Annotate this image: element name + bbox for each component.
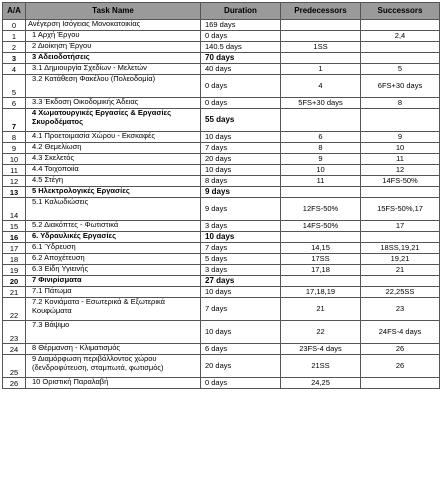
task-predecessors: 5FS+30 days bbox=[281, 98, 361, 109]
task-schedule-table bbox=[2, 2, 440, 389]
task-predecessors: 1SS bbox=[281, 42, 361, 53]
task-id: 14 bbox=[3, 198, 26, 221]
task-predecessors: 8 bbox=[281, 143, 361, 154]
task-name: 4.2 Θεμελίωση bbox=[26, 143, 201, 154]
task-id: 19 bbox=[3, 265, 26, 276]
table-body bbox=[3, 20, 440, 389]
task-predecessors: 1 bbox=[281, 64, 361, 75]
task-successors bbox=[361, 53, 440, 64]
table-row bbox=[3, 254, 440, 265]
task-name: 7.1 Πάτωμα bbox=[26, 287, 201, 298]
task-successors: 24FS-4 days bbox=[361, 321, 440, 344]
table-row bbox=[3, 64, 440, 75]
task-successors bbox=[361, 42, 440, 53]
task-successors bbox=[361, 20, 440, 31]
task-successors: 22,25SS bbox=[361, 287, 440, 298]
task-name: 4.3 Σκελετός bbox=[26, 154, 201, 165]
task-duration: 0 days bbox=[201, 75, 281, 98]
task-id: 2 bbox=[3, 42, 26, 53]
task-duration: 7 days bbox=[201, 243, 281, 254]
task-predecessors: 17,18,19 bbox=[281, 287, 361, 298]
task-predecessors: 21 bbox=[281, 298, 361, 321]
task-predecessors: 4 bbox=[281, 75, 361, 98]
task-name: 5.2 Διακόπτες - Φωτιστικά bbox=[26, 221, 201, 232]
task-successors: 23 bbox=[361, 298, 440, 321]
task-successors: 9 bbox=[361, 132, 440, 143]
table-row bbox=[3, 20, 440, 31]
table-row bbox=[3, 98, 440, 109]
task-successors bbox=[361, 232, 440, 243]
task-duration: 10 days bbox=[201, 321, 281, 344]
task-duration: 8 days bbox=[201, 176, 281, 187]
task-id: 16 bbox=[3, 232, 26, 243]
task-duration: 20 days bbox=[201, 154, 281, 165]
table-row bbox=[3, 109, 440, 132]
table-row bbox=[3, 287, 440, 298]
table-row bbox=[3, 344, 440, 355]
schedule-table-container bbox=[2, 2, 440, 389]
task-name: 4.4 Τοιχοποιία bbox=[26, 165, 201, 176]
task-name: 8 Θέρμανση - Κλιματισμός bbox=[26, 344, 201, 355]
task-id: 22 bbox=[3, 298, 26, 321]
table-row bbox=[3, 298, 440, 321]
task-successors bbox=[361, 378, 440, 389]
task-name: 5 Ηλεκτρολογικές Εργασίες bbox=[26, 187, 201, 198]
table-row bbox=[3, 42, 440, 53]
task-id: 1 bbox=[3, 31, 26, 42]
task-id: 24 bbox=[3, 344, 26, 355]
task-successors: 2,4 bbox=[361, 31, 440, 42]
table-row bbox=[3, 378, 440, 389]
task-successors: 12 bbox=[361, 165, 440, 176]
task-successors: 11 bbox=[361, 154, 440, 165]
table-row bbox=[3, 232, 440, 243]
table-row bbox=[3, 187, 440, 198]
task-name: 4.5 Στέγη bbox=[26, 176, 201, 187]
header-task-name: Task Name bbox=[26, 3, 201, 20]
task-id: 12 bbox=[3, 176, 26, 187]
task-duration: 55 days bbox=[201, 109, 281, 132]
task-id: 6 bbox=[3, 98, 26, 109]
task-duration: 3 days bbox=[201, 265, 281, 276]
table-row bbox=[3, 265, 440, 276]
header-row bbox=[3, 3, 440, 20]
task-id: 20 bbox=[3, 276, 26, 287]
task-name: 6.3 Είδη Υγιεινής bbox=[26, 265, 201, 276]
task-duration: 10 days bbox=[201, 132, 281, 143]
task-predecessors: 24,25 bbox=[281, 378, 361, 389]
task-successors: 17 bbox=[361, 221, 440, 232]
table-row bbox=[3, 132, 440, 143]
task-duration: 6 days bbox=[201, 344, 281, 355]
task-duration: 20 days bbox=[201, 355, 281, 378]
task-id: 21 bbox=[3, 287, 26, 298]
task-id: 10 bbox=[3, 154, 26, 165]
task-successors: 26 bbox=[361, 344, 440, 355]
table-row bbox=[3, 221, 440, 232]
task-predecessors bbox=[281, 20, 361, 31]
task-id: 23 bbox=[3, 321, 26, 344]
task-predecessors: 14,15 bbox=[281, 243, 361, 254]
task-name: 3.2 Κατάθεση Φακέλου (Πολεοδομία) bbox=[26, 75, 201, 98]
task-predecessors: 9 bbox=[281, 154, 361, 165]
task-id: 15 bbox=[3, 221, 26, 232]
task-duration: 70 days bbox=[201, 53, 281, 64]
task-duration: 0 days bbox=[201, 378, 281, 389]
task-name: 3 Αδειοδοτήσεις bbox=[26, 53, 201, 64]
task-successors: 5 bbox=[361, 64, 440, 75]
task-predecessors bbox=[281, 276, 361, 287]
table-row bbox=[3, 143, 440, 154]
task-name: 6.1 Ύδρευση bbox=[26, 243, 201, 254]
task-name: 6.2 Αποχέτευση bbox=[26, 254, 201, 265]
task-name: 10 Οριστική Παραλαβή bbox=[26, 378, 201, 389]
header-successors: Successors bbox=[361, 3, 440, 20]
task-successors: 15FS-50%,17 bbox=[361, 198, 440, 221]
task-name: Ανέγερση Ισόγειας Μονοκατοικίας bbox=[26, 20, 201, 31]
task-successors bbox=[361, 109, 440, 132]
task-name: 3.1 Δημιουργία Σχεδίων - Μελετών bbox=[26, 64, 201, 75]
task-predecessors: 14FS-50% bbox=[281, 221, 361, 232]
table-row bbox=[3, 321, 440, 344]
task-duration: 27 days bbox=[201, 276, 281, 287]
task-successors: 21 bbox=[361, 265, 440, 276]
task-predecessors: 11 bbox=[281, 176, 361, 187]
task-duration: 169 days bbox=[201, 20, 281, 31]
table-row bbox=[3, 165, 440, 176]
table-row bbox=[3, 31, 440, 42]
table-row bbox=[3, 276, 440, 287]
task-duration: 7 days bbox=[201, 143, 281, 154]
task-duration: 10 days bbox=[201, 232, 281, 243]
task-successors: 10 bbox=[361, 143, 440, 154]
table-row bbox=[3, 243, 440, 254]
task-name: 7.2 Κονιάματα - Εσωτερικά & Εξωτερικά Κουφώματα bbox=[26, 298, 201, 321]
task-predecessors: 17,18 bbox=[281, 265, 361, 276]
task-predecessors: 6 bbox=[281, 132, 361, 143]
task-duration: 10 days bbox=[201, 287, 281, 298]
task-name: 7.3 Βάψιμο bbox=[26, 321, 201, 344]
table-row bbox=[3, 154, 440, 165]
task-name: 3.3 Έκδοση Οικοδομικής Άδειας bbox=[26, 98, 201, 109]
task-name: 9 Διαμόρφωση περιβάλλοντος χώρου (δενδροφύτευση, σταμπωτά, φωτισμός) bbox=[26, 355, 201, 378]
header-predecessors: Predecessors bbox=[281, 3, 361, 20]
task-id: 4 bbox=[3, 64, 26, 75]
task-predecessors bbox=[281, 187, 361, 198]
task-id: 5 bbox=[3, 75, 26, 98]
task-successors: 6FS+30 days bbox=[361, 75, 440, 98]
task-predecessors: 23FS-4 days bbox=[281, 344, 361, 355]
task-name: 5.1 Καλωδιώσεις bbox=[26, 198, 201, 221]
task-predecessors: 21SS bbox=[281, 355, 361, 378]
table-row bbox=[3, 176, 440, 187]
task-successors: 18SS,19,21 bbox=[361, 243, 440, 254]
task-id: 13 bbox=[3, 187, 26, 198]
task-successors: 19,21 bbox=[361, 254, 440, 265]
task-id: 11 bbox=[3, 165, 26, 176]
task-id: 0 bbox=[3, 20, 26, 31]
task-predecessors: 22 bbox=[281, 321, 361, 344]
task-name: 4 Χωματουργικές Εργασίες & Εργασίες Σκυροδέματος bbox=[26, 109, 201, 132]
task-predecessors: 12FS-50% bbox=[281, 198, 361, 221]
task-name: 4.1 Προετοιμασία Χώρου - Εκσκαφές bbox=[26, 132, 201, 143]
table-row bbox=[3, 75, 440, 98]
task-id: 26 bbox=[3, 378, 26, 389]
task-predecessors bbox=[281, 31, 361, 42]
task-successors bbox=[361, 187, 440, 198]
task-duration: 7 days bbox=[201, 298, 281, 321]
task-duration: 10 days bbox=[201, 165, 281, 176]
task-duration: 9 days bbox=[201, 198, 281, 221]
task-duration: 0 days bbox=[201, 98, 281, 109]
task-name: 2 Διοίκηση Έργου bbox=[26, 42, 201, 53]
task-predecessors bbox=[281, 109, 361, 132]
task-duration: 3 days bbox=[201, 221, 281, 232]
task-id: 18 bbox=[3, 254, 26, 265]
task-id: 3 bbox=[3, 53, 26, 64]
task-name: 6. Υδραυλικές Εργασίες bbox=[26, 232, 201, 243]
task-duration: 9 days bbox=[201, 187, 281, 198]
task-name: 7 Φινιρίσματα bbox=[26, 276, 201, 287]
task-predecessors: 17SS bbox=[281, 254, 361, 265]
task-predecessors bbox=[281, 53, 361, 64]
task-predecessors bbox=[281, 232, 361, 243]
task-successors: 8 bbox=[361, 98, 440, 109]
task-duration: 5 days bbox=[201, 254, 281, 265]
task-successors bbox=[361, 276, 440, 287]
task-successors: 26 bbox=[361, 355, 440, 378]
task-duration: 40 days bbox=[201, 64, 281, 75]
task-duration: 140.5 days bbox=[201, 42, 281, 53]
table-row bbox=[3, 53, 440, 64]
task-id: 17 bbox=[3, 243, 26, 254]
header-duration: Duration bbox=[201, 3, 281, 20]
task-successors: 14FS-50% bbox=[361, 176, 440, 187]
table-row bbox=[3, 198, 440, 221]
task-id: 8 bbox=[3, 132, 26, 143]
table-row bbox=[3, 355, 440, 378]
task-name: 1 Αρχή Έργου bbox=[26, 31, 201, 42]
task-id: 25 bbox=[3, 355, 26, 378]
task-predecessors: 10 bbox=[281, 165, 361, 176]
header-id: A/A bbox=[3, 3, 26, 20]
task-duration: 0 days bbox=[201, 31, 281, 42]
task-id: 9 bbox=[3, 143, 26, 154]
task-id: 7 bbox=[3, 109, 26, 132]
